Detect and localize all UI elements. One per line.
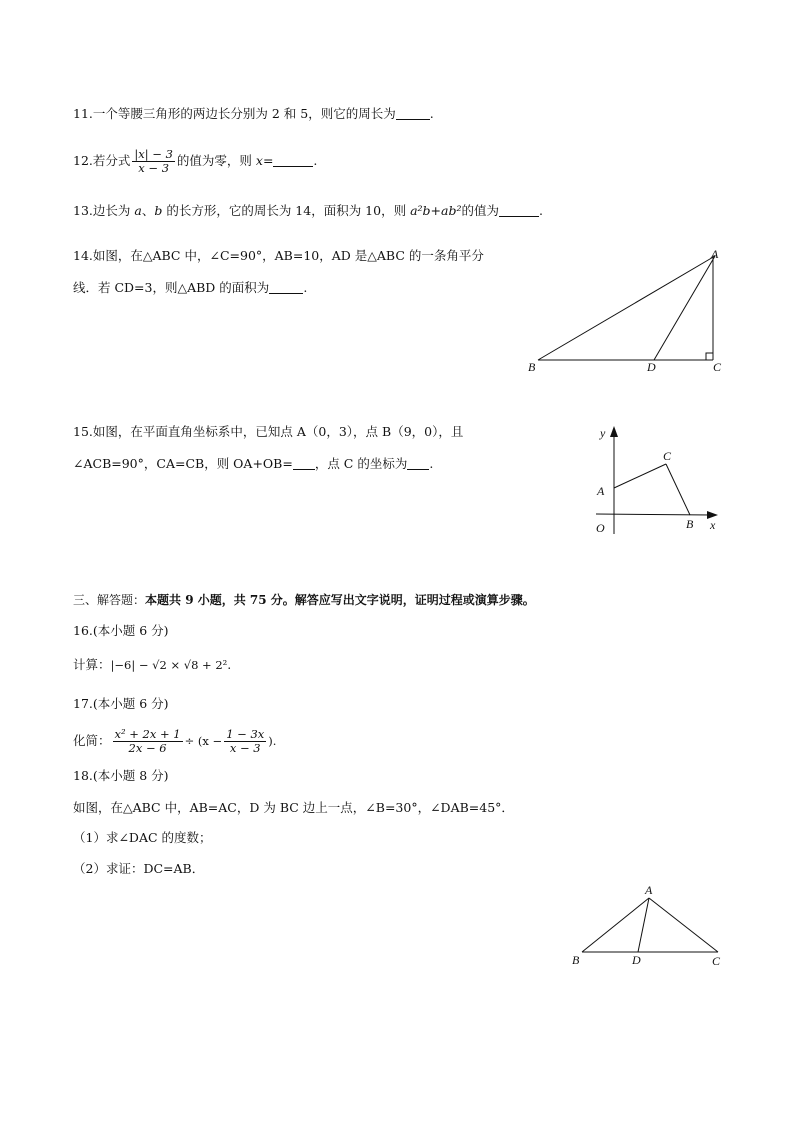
q18-label-a: A: [645, 883, 653, 897]
q12-denominator: x − 3: [138, 161, 170, 175]
q15-label-x: x: [710, 518, 716, 532]
q14-line2-text: 线．若 CD=3，则△ABD 的面积为: [73, 280, 270, 295]
q14-right-angle-mark: [706, 353, 713, 360]
question-18-part-1: （1）求∠DAC 的度数；: [73, 830, 212, 845]
q12-eq: =: [262, 153, 274, 168]
question-14-line1: 14.如图，在△ABC 中，∠C=90°，AB=10，AD 是△ABC 的一条角平分: [73, 248, 484, 263]
q18-label-d: D: [632, 953, 641, 967]
q15-blank-1[interactable]: [293, 457, 315, 470]
q14-label-b: B: [528, 360, 536, 374]
q15-end: .: [429, 456, 434, 471]
q12-blank[interactable]: [273, 154, 313, 167]
question-18-part-2: （2）求证：DC=AB．: [73, 861, 205, 876]
q13-post: 的值为: [461, 203, 499, 218]
q14-label-d: D: [647, 360, 656, 374]
section-3-heading-pre: 三、解答题：: [73, 593, 146, 607]
q17-denominator-2: x − 3: [229, 741, 261, 755]
q18-triangle-figure: [566, 880, 736, 970]
q17-fraction-1: [113, 728, 183, 755]
q13-b: b: [154, 203, 163, 218]
q18-label-b: B: [572, 953, 580, 967]
q15-label-c: C: [663, 449, 672, 463]
q14-side-ab: [538, 256, 715, 360]
question-15-line1: 15.如图，在平面直角坐标系中，已知点 A（0，3），点 B（9，0），且: [73, 424, 464, 439]
q17-denominator-1: 2x − 6: [128, 741, 167, 755]
q15-line2-mid: ，点 C 的坐标为: [314, 456, 408, 471]
q13-mid: 的长方形，它的周长为 14，面积为 10，则: [162, 203, 411, 218]
q13-expression: a²b+ab²: [410, 203, 462, 218]
q17-numerator-2: 1 − 3x: [226, 727, 265, 741]
question-16-body: [73, 657, 231, 673]
q13-pre: 13.边长为: [73, 203, 135, 218]
question-13: [73, 203, 543, 219]
q15-coordinate-figure: [590, 422, 730, 538]
question-17-body: [73, 728, 276, 755]
q15-blank-2[interactable]: [407, 457, 429, 470]
q18-label-c: C: [712, 954, 721, 968]
q15-label-o: O: [596, 521, 605, 535]
q15-x-axis: [596, 514, 712, 515]
q14-triangle-figure: [520, 244, 730, 380]
q12-pre: 12.若分式: [73, 153, 131, 168]
q15-segment-cb: [666, 464, 690, 515]
q14-blank[interactable]: [269, 281, 303, 294]
q17-divide: ÷ (x −: [184, 734, 223, 748]
q17-close: ).: [268, 734, 277, 748]
q15-label-y: y: [600, 426, 606, 440]
question-17-title: 17.(本小题 6 分): [73, 696, 169, 711]
q17-pre: 化简：: [73, 733, 111, 748]
q12-fraction: [132, 148, 175, 175]
question-18-title: 18.(本小题 8 分): [73, 768, 169, 783]
question-14-line2: [73, 280, 307, 296]
q15-y-arrow-icon: [610, 426, 618, 437]
q17-fraction-2: [224, 728, 266, 755]
question-11: [73, 106, 434, 122]
question-16-title: 16.(本小题 6 分): [73, 623, 169, 638]
q13-sep: 、: [141, 203, 155, 218]
q15-label-a: A: [597, 484, 605, 498]
q12-end: .: [313, 153, 318, 168]
q15-label-b: B: [686, 517, 694, 531]
question-18-stem: 如图，在△ABC 中，AB=AC，D 为 BC 边上一点，∠B=30°，∠DAB=45°．: [73, 800, 514, 815]
q13-a: a: [134, 203, 142, 218]
q16-pre: 计算：: [73, 657, 111, 672]
q13-end: .: [538, 203, 543, 218]
q16-end: .: [227, 657, 232, 672]
section-3-heading-bold: 本题共 9 小题，共 75 分。解答应写出文字说明，证明过程或演算步骤。: [145, 593, 535, 607]
q14-bisector-ad: [654, 256, 715, 360]
q18-side-ab: [582, 898, 649, 952]
q14-label-c: C: [713, 360, 722, 374]
q11-blank[interactable]: [396, 107, 430, 120]
q12-var: x: [255, 153, 263, 168]
q15-segment-ac: [614, 464, 666, 488]
question-12: [73, 148, 317, 175]
q16-expression: |−6| − √2 × √8 + 2²: [110, 658, 228, 672]
section-3-heading: [73, 592, 535, 608]
q12-post: 的值为零，则: [176, 153, 256, 168]
q14-end: .: [303, 280, 308, 295]
q11-end: .: [429, 106, 434, 121]
q18-side-ac: [649, 898, 718, 952]
q14-label-a: A: [711, 247, 719, 261]
q12-numerator: |x| − 3: [134, 147, 173, 161]
question-15-line2: [73, 456, 433, 472]
q13-blank[interactable]: [499, 204, 539, 217]
q15-line2-pre: ∠ACB=90°，CA=CB，则 OA+OB=: [73, 456, 293, 471]
q11-text: 11.一个等腰三角形的两边长分别为 2 和 5，则它的周长为: [73, 106, 396, 121]
q17-numerator-1: x² + 2x + 1: [114, 727, 181, 741]
